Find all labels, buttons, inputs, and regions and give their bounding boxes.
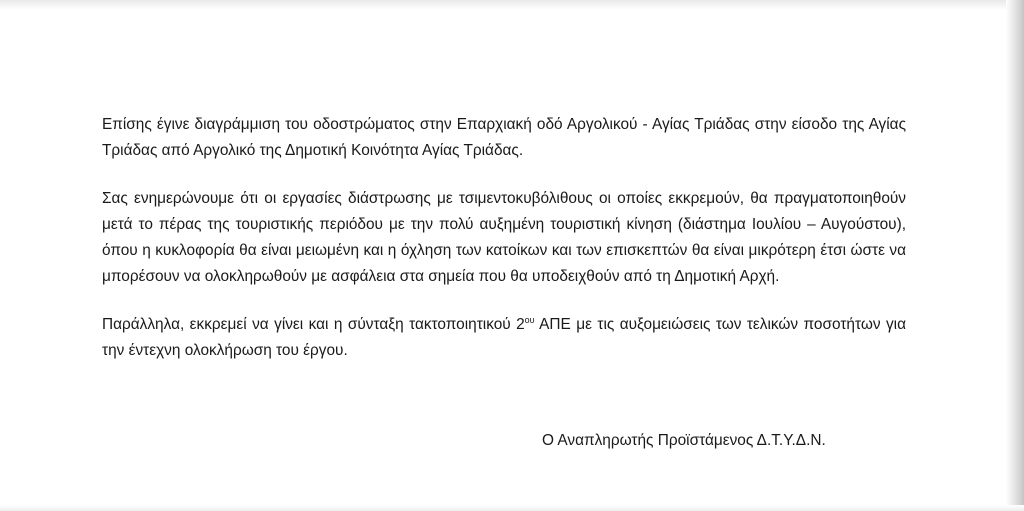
paragraph-paving-works: Σας ενημερώνουμε ότι οι εργασίες διάστρωσης με τσιμεντοκυβόλιθους οι οποίες εκκρεμούν, θα πραγματοποιηθούν μετά το πέρας της τουριστικής περιόδου με την πολύ αυξημένη τουριστική κίνηση (διάστημα Ιουλίου – Αυγούστου), όπου η κυκλοφορία θα είναι μειωμένη και η όχληση των κατοίκων και των επισκεπτών θα είναι μικρότερη έτσι ώστε να μπορέσουν να ολοκληρωθούν με ασφάλεια στα σημεία που θα υποδειχθούν από τη Δημοτική Αρχή. bbox=[102, 190, 906, 285]
paragraph-road-marking: Επίσης έγινε διαγράμμιση του οδοστρώματος στην Επαρχιακή οδό Αργολικού - Αγίας Τριάδας στην είσοδο της Αγίας Τριάδας από Αργολικό της Δημοτική Κοινότητα Αγίας Τριάδας. bbox=[102, 116, 906, 159]
ordinal-superscript: ου bbox=[524, 315, 535, 325]
document-body bbox=[102, 112, 906, 386]
paragraph-3-text-end: ΑΠΕ με τις αυξομειώσεις των τελικών ποσοτήτων για την έντεχνη ολοκλήρωση του έργου. bbox=[102, 316, 906, 359]
paragraph-3-text-start: Παράλληλα, εκκρεμεί να γίνει και η σύνταξη τακτοποιητικού 2 bbox=[102, 316, 525, 333]
page-top-shadow bbox=[0, 0, 1024, 10]
page-right-edge bbox=[1006, 0, 1024, 511]
paragraph-ape-compilation bbox=[102, 312, 906, 364]
signature-line: Ο Αναπληρωτής Προϊστάμενος Δ.Τ.Υ.Δ.Ν. bbox=[542, 432, 826, 449]
page-bottom-shadow bbox=[0, 505, 1024, 511]
